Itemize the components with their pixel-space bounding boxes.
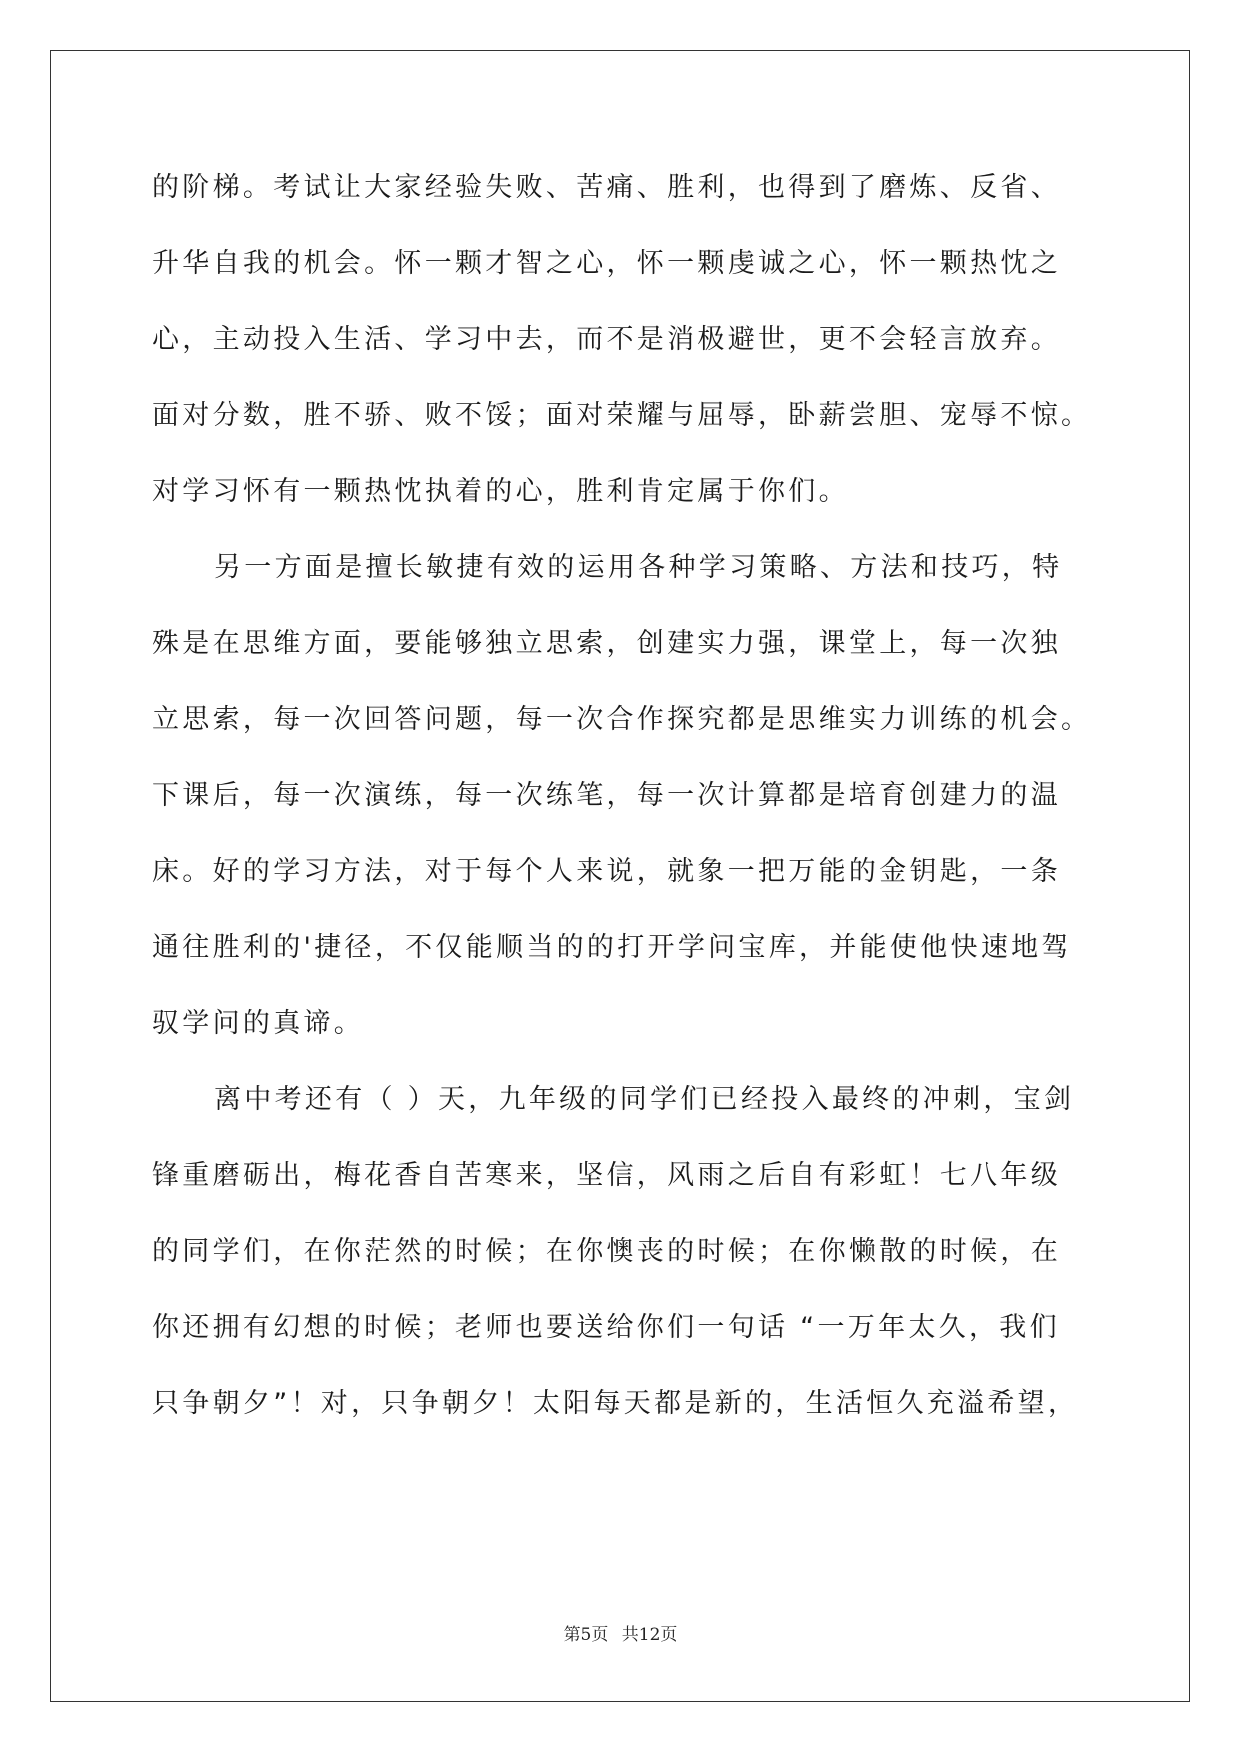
- text-line: 下课后，每一次演练，每一次练笔，每一次计算都是培育创建力的温: [152, 780, 1061, 811]
- text-line: 殊是在思维方面，要能够独立思索，创建实力强，课堂上，每一次独: [152, 628, 1061, 659]
- text-line: 通往胜利的'捷径，不仅能顺当的的打开学问宝库，并能使他快速地驾: [152, 932, 1072, 963]
- text-line: 对学习怀有一颗热忱执着的心，胜利肯定属于你们。: [152, 476, 849, 507]
- text-line: 床。好的学习方法，对于每个人来说，就象一把万能的金钥匙，一条: [152, 856, 1061, 887]
- paragraph-start-line: 另一方面是擅长敏捷有效的运用各种学习策略、方法和技巧，特: [214, 552, 1063, 583]
- text-line: 锋重磨砺出，梅花香自苦寒来，坚信，风雨之后自有彩虹！七八年级: [152, 1160, 1061, 1191]
- text-line: 的同学们，在你茫然的时候；在你懊丧的时候；在你懒散的时候，在: [152, 1236, 1061, 1267]
- paragraph-start-line: 离中考还有（ ）天，九年级的同学们已经投入最终的冲刺，宝剑: [214, 1084, 1075, 1115]
- text-line: 只争朝夕”！对，只争朝夕！太阳每天都是新的，生活恒久充溢希望，: [152, 1388, 1079, 1419]
- text-line: 你还拥有幻想的时候；老师也要送给你们一句话 “一万年太久，我们: [152, 1312, 1060, 1343]
- text-line: 驭学问的真谛。: [152, 1008, 365, 1039]
- text-line: 的阶梯。考试让大家经验失败、苦痛、胜利，也得到了磨炼、反省、: [152, 172, 1061, 203]
- page-footer: [0, 1620, 1241, 1645]
- page-total: 共12页: [621, 1625, 678, 1645]
- text-line: 升华自我的机会。怀一颗才智之心，怀一颗虔诚之心，怀一颗热忱之: [152, 248, 1061, 279]
- document-body: [152, 150, 1112, 1442]
- text-line: 立思索，每一次回答问题，每一次合作探究都是思维实力训练的机会。: [152, 704, 1092, 735]
- page-number: 第5页: [563, 1625, 609, 1645]
- text-line: 心，主动投入生活、学习中去，而不是消极避世，更不会轻言放弃。: [152, 324, 1061, 355]
- text-line: 面对分数，胜不骄、败不馁；面对荣耀与屈辱，卧薪尝胆、宠辱不惊。: [152, 400, 1092, 431]
